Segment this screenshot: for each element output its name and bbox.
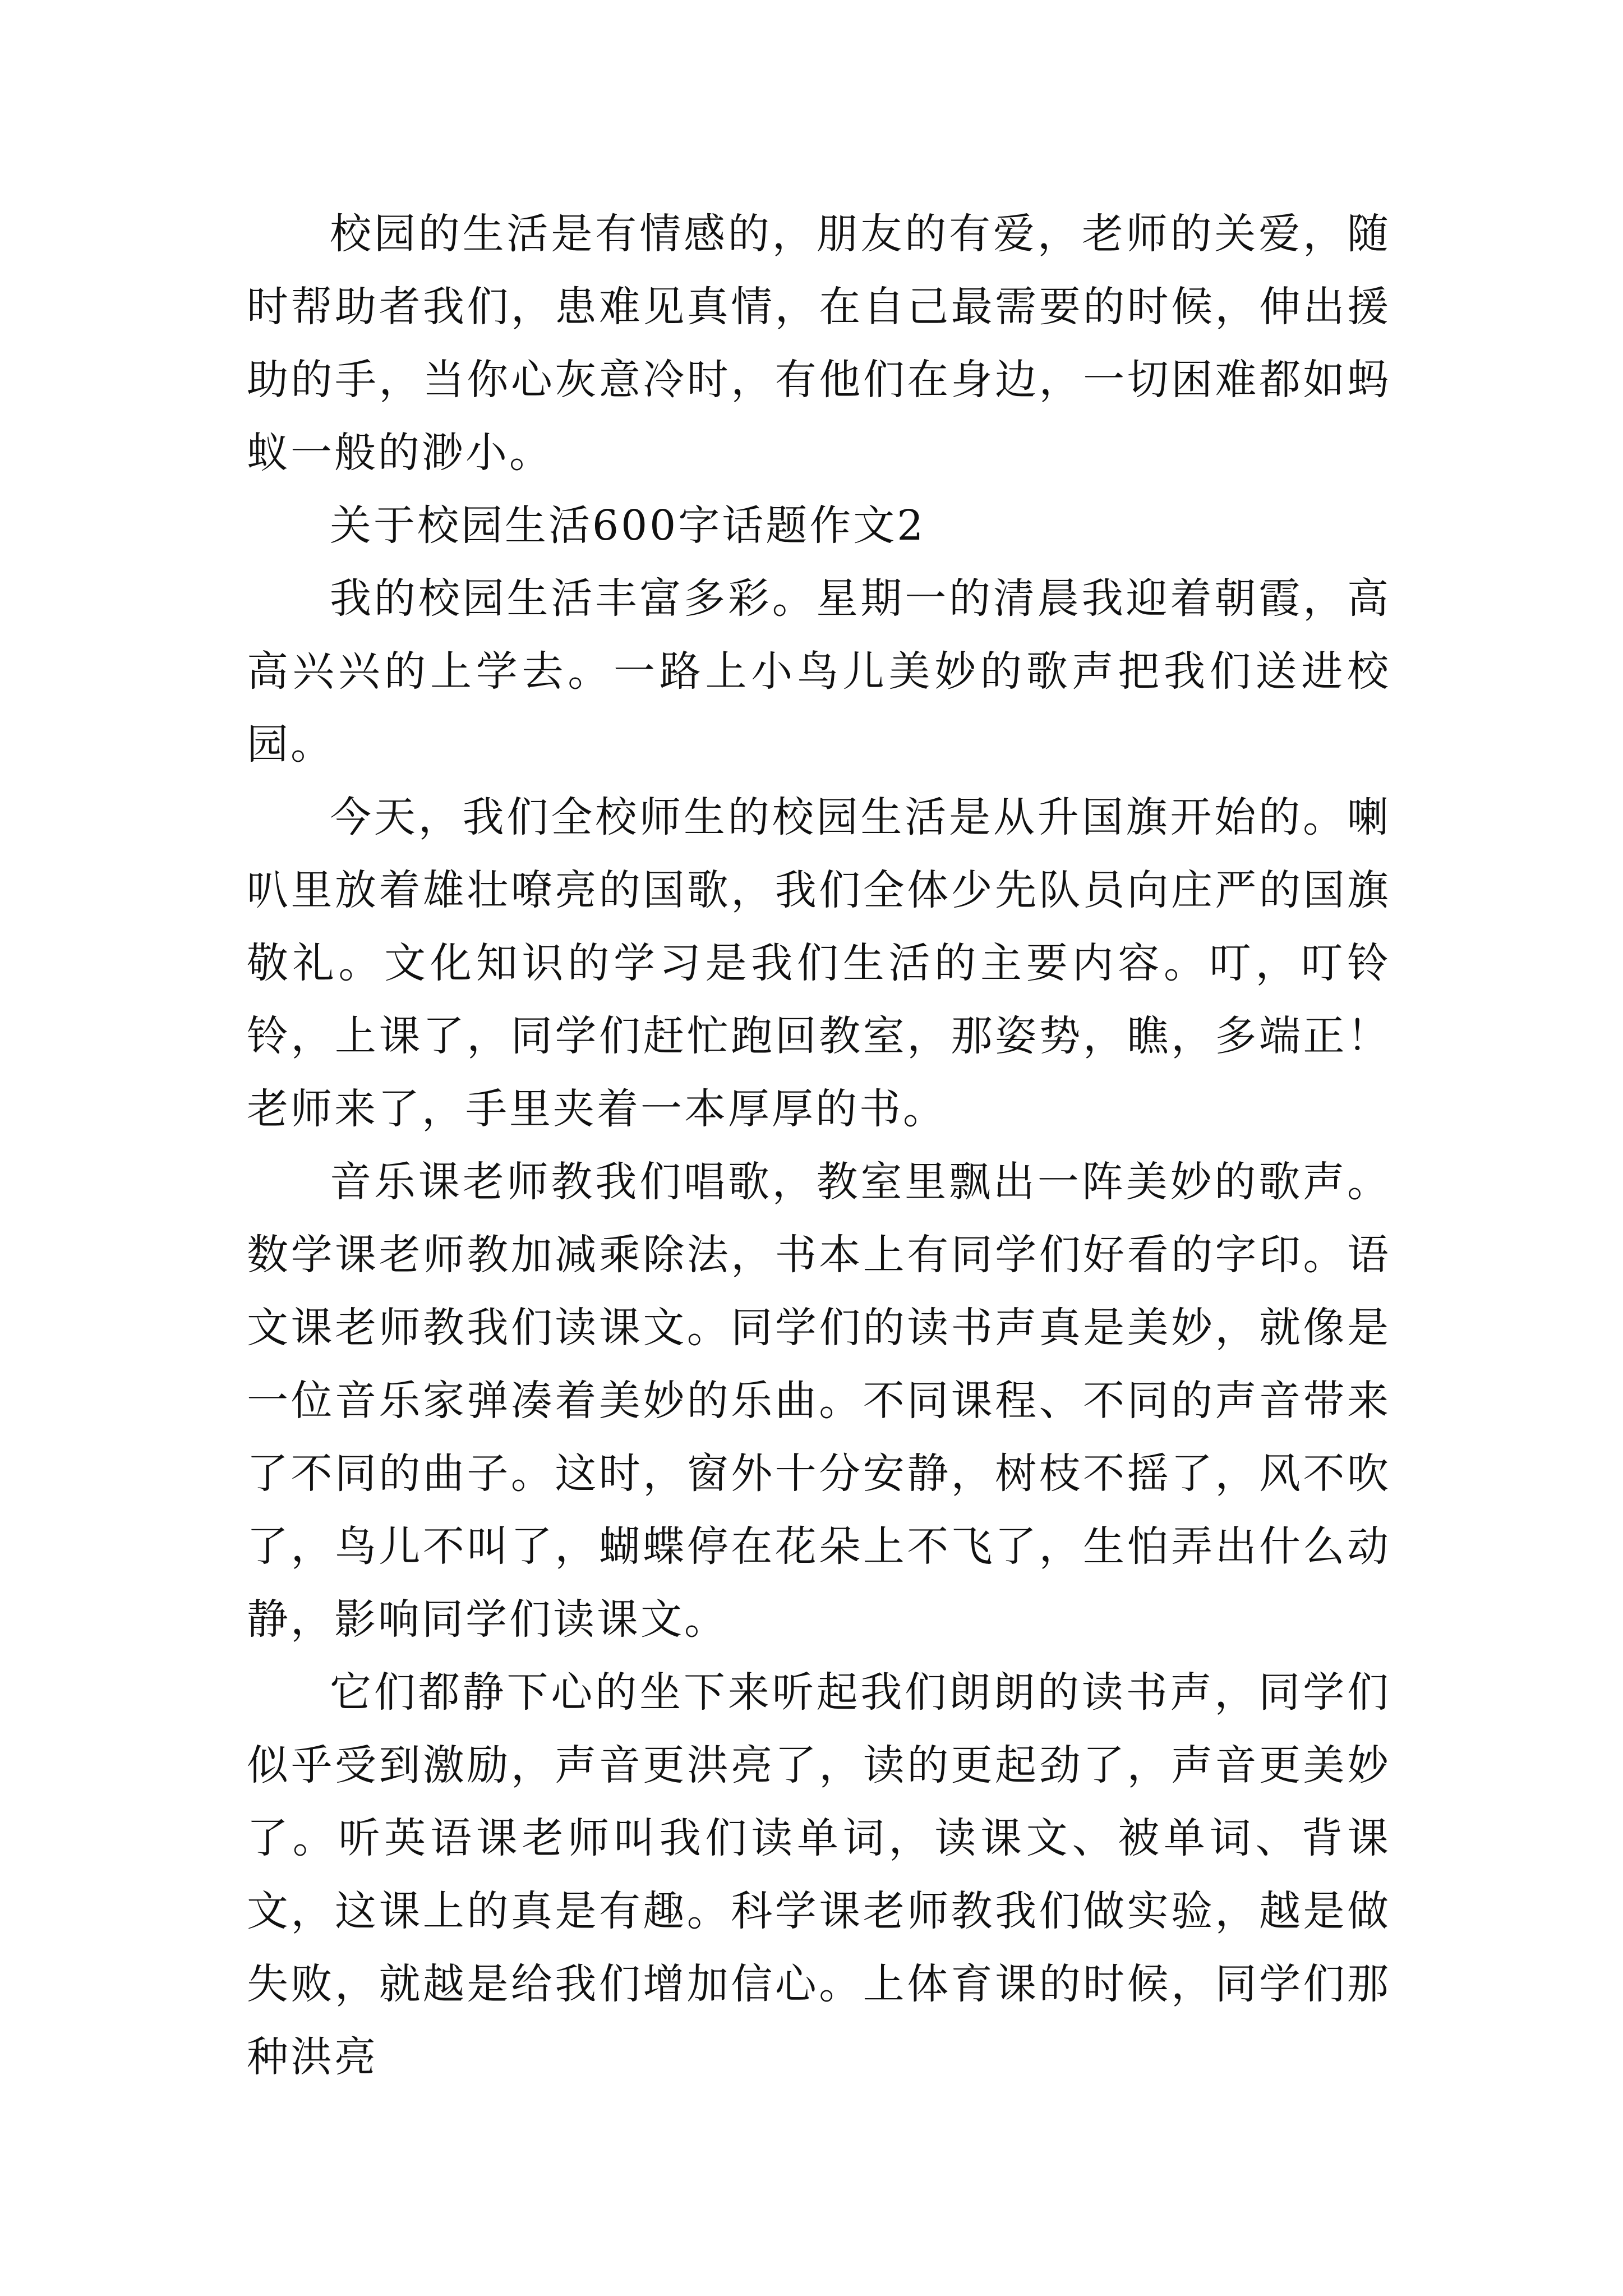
essay-heading: 关于校园生活600字话题作文2 bbox=[330, 501, 926, 550]
paragraph-classes: 音乐课老师教我们唱歌，教室里飘出一阵美妙的歌声。数学课老师教加减乘除法，书本上有同学们好看的字印。语文课老师教我们读课文。同学们的读书声真是美妙，就像是一位音乐家弹凑着美妙的乐曲。不同课程、不同的声音带来了不同的曲子。这时，窗外十分安静，树枝不摇了，风不吹了，鸟儿不叫了，蝴蝶停在花朵上不飞了，生怕弄出什么动静，影响同学们读课文。 bbox=[247, 1158, 1391, 1644]
paragraph-reading: 它们都静下心的坐下来听起我们朗朗的读书声，同学们似乎受到激励，声音更洪亮了，读的更起劲了，声音更美妙了。听英语课老师叫我们读单词，读课文、被单词、背课文，这课上的真是有趣。科学课老师教我们做实验，越是做失败，就越是给我们增加信心。上体育课的时候，同学们那种洪亮 bbox=[247, 1668, 1391, 2081]
document-body bbox=[247, 197, 1391, 2093]
paragraph-monday-morning: 我的校园生活丰富多彩。星期一的清晨我迎着朝霞，高高兴兴的上学去。一路上小鸟儿美妙的歌声把我们送进校园。 bbox=[247, 574, 1391, 769]
paragraph-flag-raising: 今天，我们全校师生的校园生活是从升国旗开始的。喇叭里放着雄壮嘹亮的国歌，我们全体少先队员向庄严的国旗敬礼。文化知识的学习是我们生活的主要内容。叮，叮铃铃，上课了，同学们赶忙跑回教室，那姿势，瞧，多端正！老师来了，手里夹着一本厚厚的书。 bbox=[247, 793, 1391, 1133]
paragraph-campus-emotion: 校园的生活是有情感的，朋友的有爱，老师的关爱，随时帮助者我们，患难见真情，在自己最需要的时候，伸出援助的手，当你心灰意冷时，有他们在身边，一切困难都如蚂蚁一般的渺小。 bbox=[247, 210, 1391, 477]
